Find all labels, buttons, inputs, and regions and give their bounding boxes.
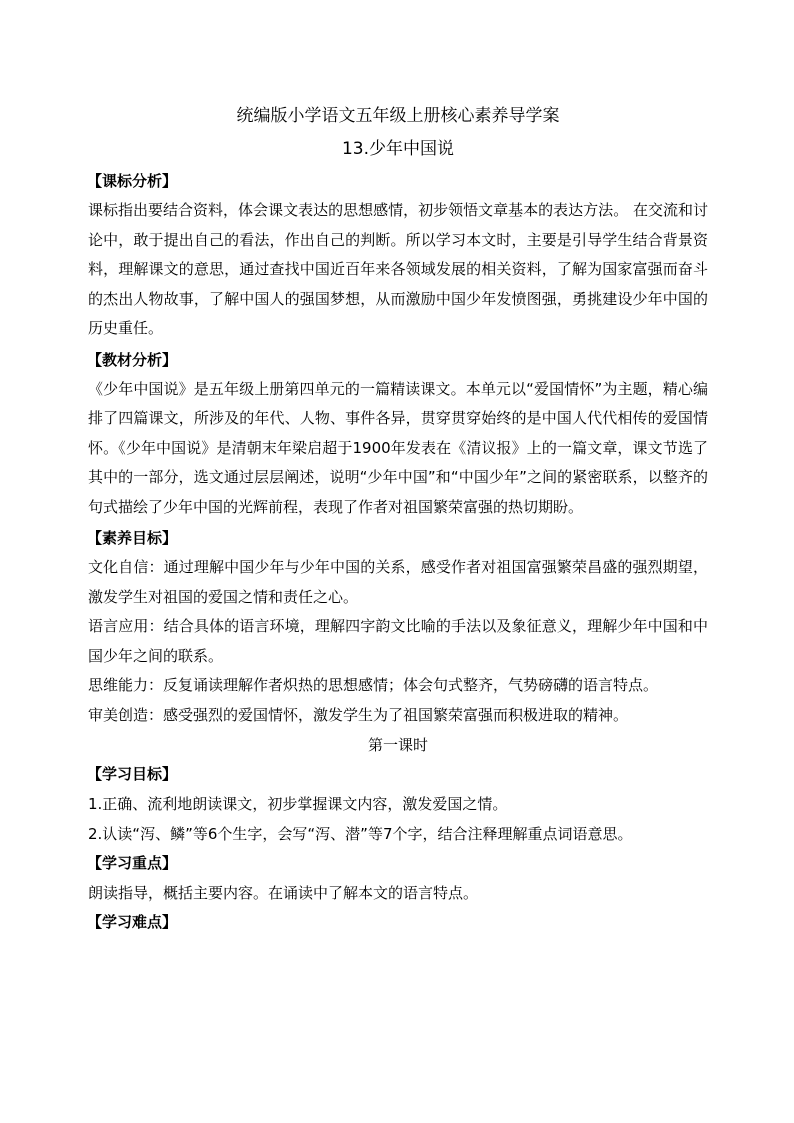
- learning-focus-text: 朗读指导，概括主要内容。在诵读中了解本文的语言特点。: [88, 884, 479, 902]
- document-page: [88, 101, 708, 937]
- literacy-goal-thinking: 思维能力：反复诵读理解作者炽热的思想感情；体会句式整齐，气势磅礴的语言特点。: [88, 676, 659, 694]
- textbook-analysis-heading: 【教材分析】: [87, 350, 178, 369]
- learning-goal-2: 2.认读“泻、鳞”等6个生字，会写“泻、潜”等7个字，结合注释理解重点词语意思。: [88, 825, 633, 843]
- learning-goals-heading: 【学习目标】: [87, 765, 178, 783]
- document-title: 统编版小学语文五年级上册核心素养导学案: [236, 106, 560, 126]
- learning-focus-heading: 【学习重点】: [87, 854, 178, 872]
- learning-difficulty-heading: 【学习难点】: [87, 913, 178, 931]
- curriculum-analysis-heading: 【课标分析】: [87, 172, 178, 190]
- literacy-goal-culture: 文化自信：通过理解中国少年与少年中国的关系，感受作者对祖国富强繁荣昌盛的强烈期望，激发学生对祖国的爱国之情和责任之心。: [88, 558, 708, 606]
- lesson-one-label: 第一课时: [367, 736, 428, 754]
- curriculum-analysis-text: 课标指出要结合资料，体会课文表达的思想感情，初步领悟文章基本的表达方法。 在交流和讨论中，敢于提出自己的看法，作出自己的判断。所以学习本文时，主要是引导学生结合背景资料，理解课文的意思，通过查找中国近百年来各领域发展的相关资料，了解为国家富强而奋斗的杰出人物故事，了解中国人的强国梦想，从而激励中国少年发愤图强，勇挑建设少年中国的历史重任。: [88, 201, 708, 337]
- learning-goal-1: 1.正确、流利地朗读课文，初步掌握课文内容，激发爱国之情。: [88, 795, 508, 813]
- lesson-title: 13.少年中国说: [341, 139, 455, 159]
- literacy-goals-heading: 【素养目标】: [87, 529, 178, 547]
- literacy-goal-aesthetic: 审美创造：感受强烈的爱国情怀，激发学生为了祖国繁荣富强而积极进取的精神。: [88, 705, 629, 724]
- literacy-goal-language: 语言应用：结合具体的语言环境，理解四字韵文比喻的手法以及象征意义，理解少年中国和中国少年之间的联系。: [88, 617, 708, 665]
- textbook-analysis-text: 《少年中国说》是五年级上册第四单元的一篇精读课文。本单元以“爱国情怀”为主题，精心编排了四篇课文，所涉及的年代、人物、事件各异，贯穿贯穿始终的是中国人代代相传的爱国情怀。《少年中国说》是清朝末年梁启超于1900年发表在《清议报》上的一篇文章，课文节选了其中的一部分，选文通过层层阐述，说明“少年中国”和“中国少年”之间的紧密联系，以整齐的句式描绘了少年中国的光辉前程，表现了作者对祖国繁荣富强的热切期盼。: [88, 379, 708, 516]
